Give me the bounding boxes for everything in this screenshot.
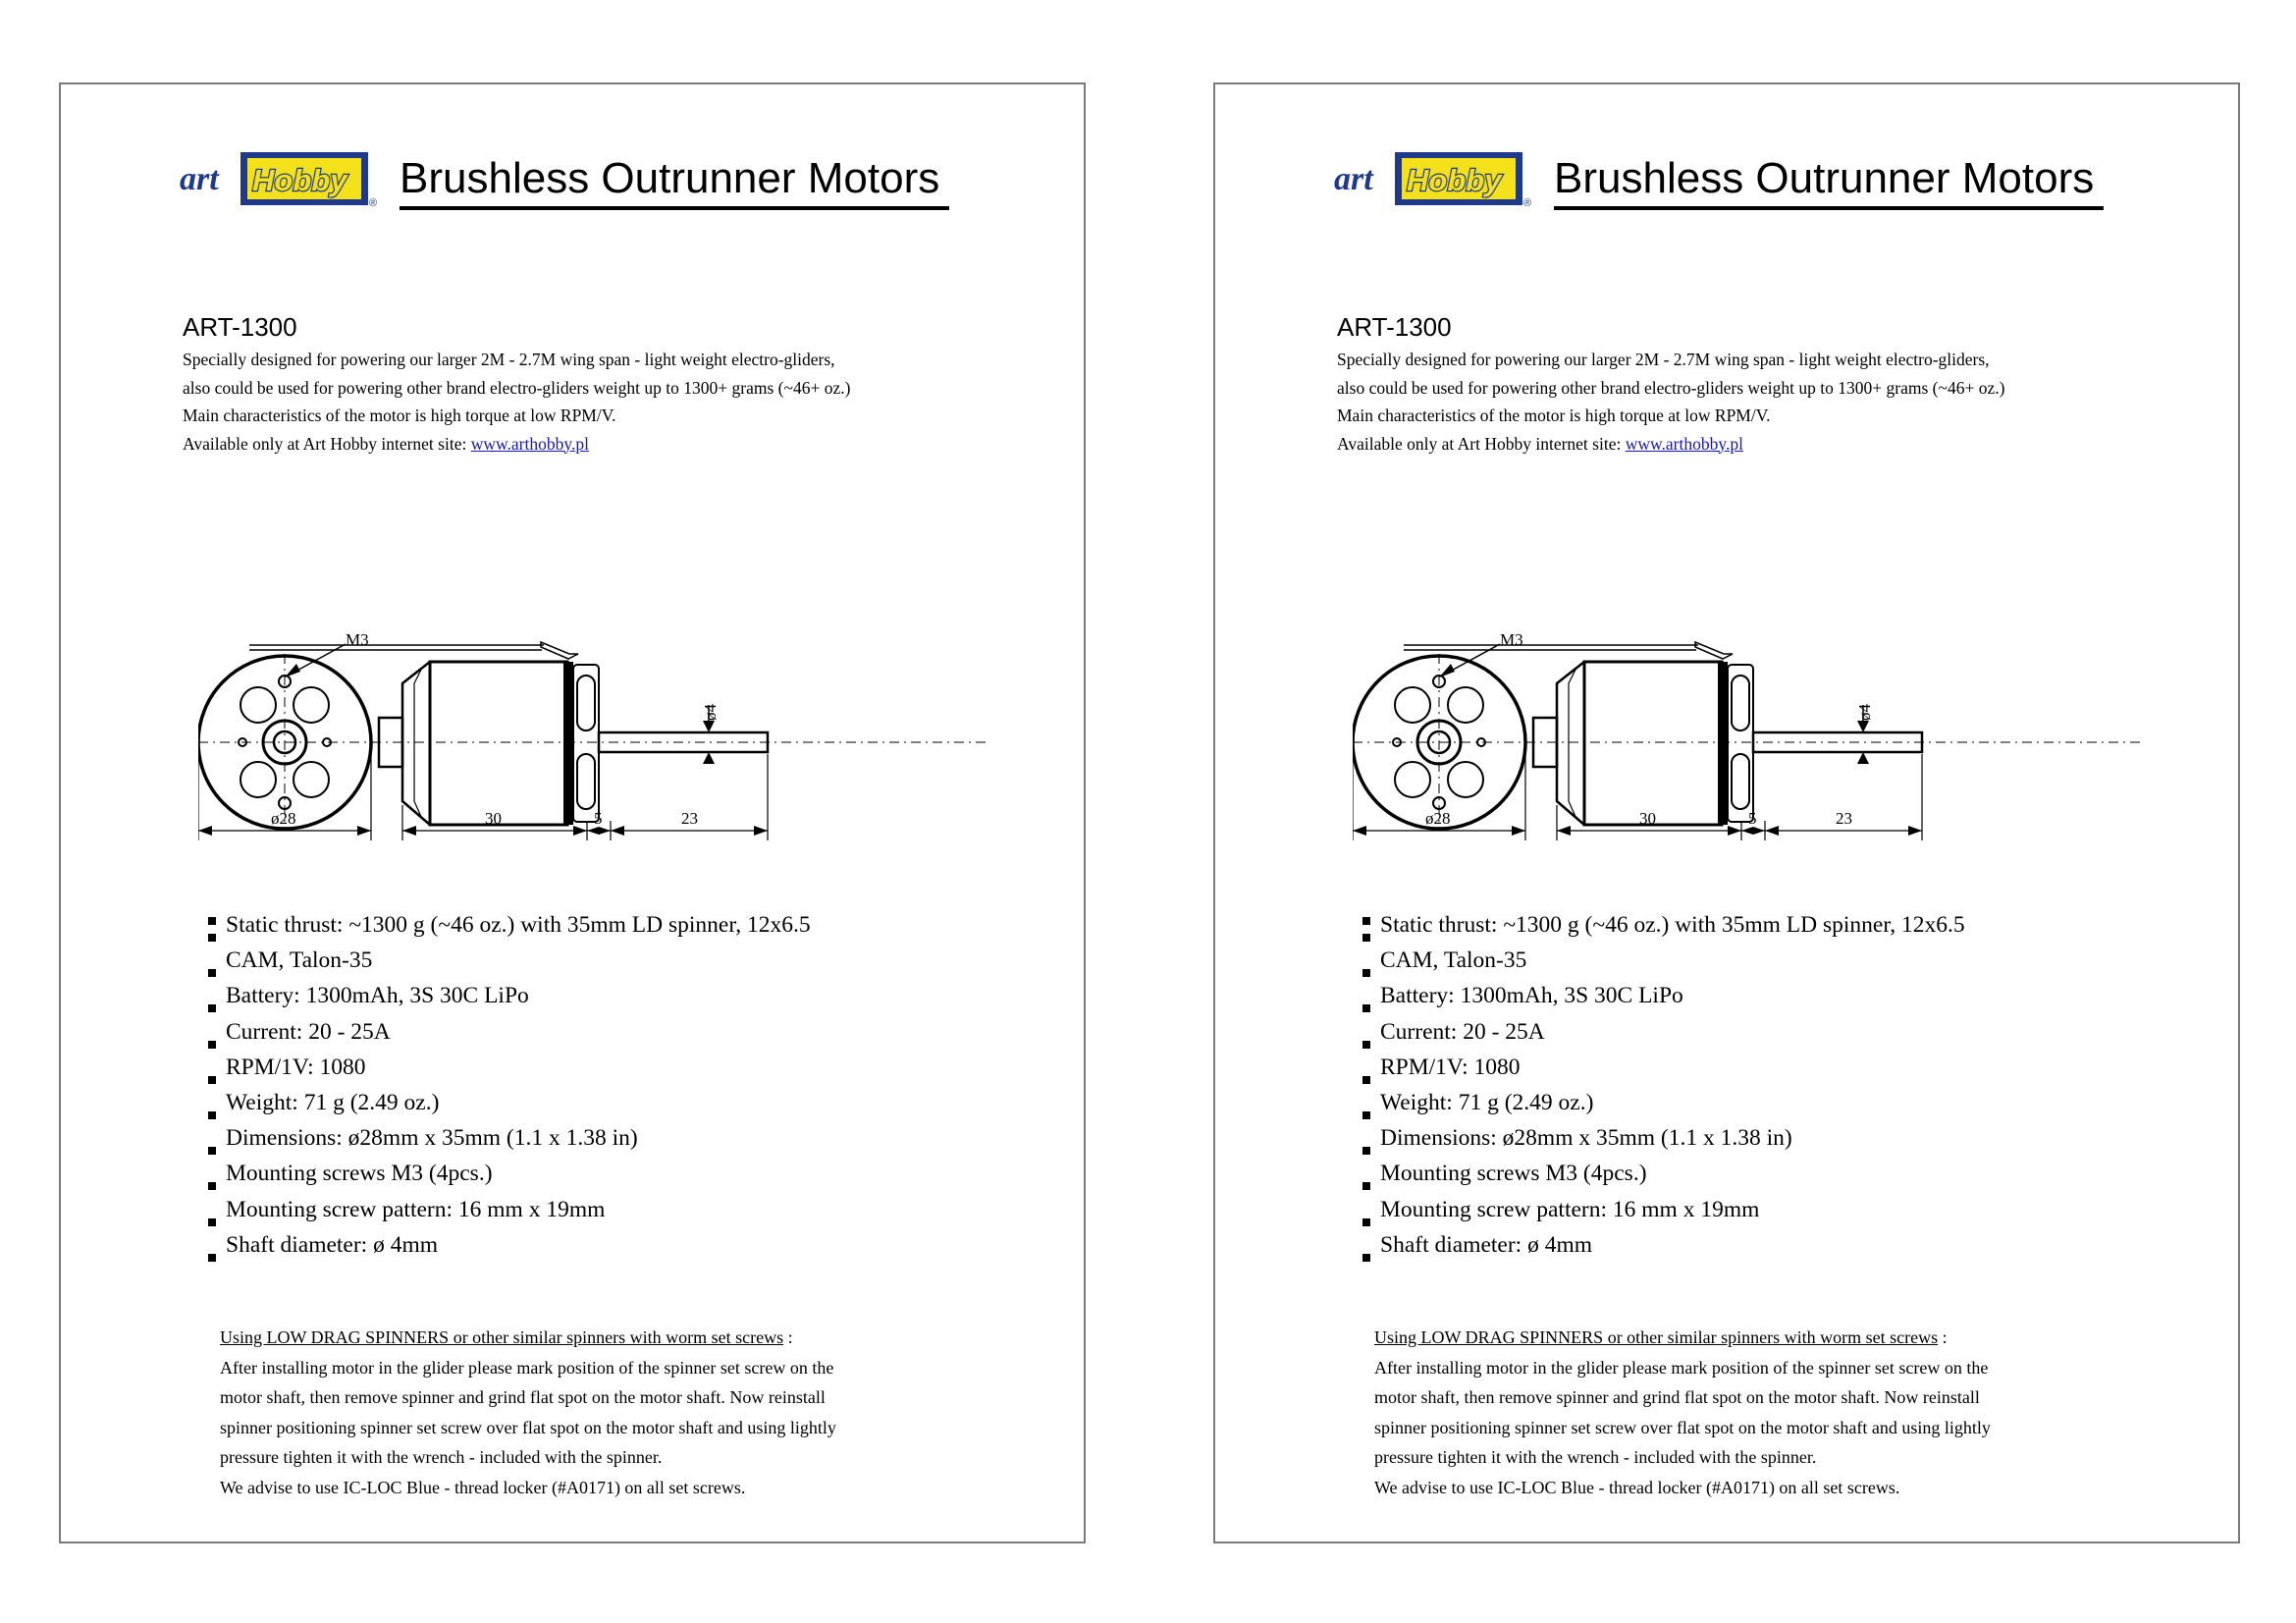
model-name: ART-1300 [1337,312,1452,342]
spec-text: CAM, Talon-35 [226,947,373,974]
motor-technical-drawing [198,536,1003,860]
shaft-length-dimension-label: 23 [681,809,698,828]
spec-text: Mounting screw pattern: 16 mm x 19mm [1380,1196,1760,1222]
art-hobby-logo [1334,149,1536,208]
website-link[interactable]: www.arthobby.pl [1625,433,1743,454]
motor-side-view [1404,642,1922,825]
spec-text: CAM, Talon-35 [1380,947,1527,974]
note-heading-line [220,1323,836,1353]
bullet-icon [1362,934,1370,942]
description [183,346,850,458]
spec-text: Shaft diameter: ø 4mm [226,1231,439,1258]
bullet-icon [1362,1182,1370,1190]
spec-text: Shaft diameter: ø 4mm [1380,1231,1593,1258]
spec-text: RPM/1V: 1080 [1380,1054,1521,1080]
body-length-dimension-label: 30 [485,809,502,828]
bullet-icon [208,1004,216,1012]
spec-text: Mounting screws M3 (4pcs.) [1380,1161,1647,1187]
note-line: motor shaft, then remove spinner and grind flat spot on the motor shaft. Now reinstall [220,1387,826,1407]
diameter-dimension-label: ø28 [1425,809,1451,828]
spec-text: Weight: 71 g (2.49 oz.) [226,1089,440,1115]
bullet-icon [208,1111,216,1119]
description-line: Main characteristics of the motor is high torque at low RPM/V. [183,406,616,425]
bullet-icon [1362,1004,1370,1012]
website-link[interactable]: www.arthobby.pl [470,433,589,454]
note-line: spinner positioning spinner set screw over flat spot on the motor shaft and using lightly [220,1417,836,1437]
bullet-icon [1362,1147,1370,1155]
logo-hobby-text: Hobby [252,163,347,197]
dimension-lines [1353,748,1922,840]
page-title: Brushless Outrunner Motors [1554,154,2095,202]
description-line: also could be used for powering other brand electro-gliders weight up to 1300+ grams (~46+ oz.) [1337,377,2005,398]
availability-line [183,430,850,459]
left-document-page [59,82,1086,1543]
logo-art-text: art [180,161,219,197]
spec-text: Current: 20 - 25A [1380,1018,1545,1045]
logo-hobby-text: Hobby [1407,163,1502,197]
note-line: spinner positioning spinner set screw over flat spot on the motor shaft and using lightly [1374,1417,1991,1437]
logo-art-text: art [1334,161,1373,197]
availability-text: Available only at Art Hobby internet site: [1337,433,1626,454]
spec-text: RPM/1V: 1080 [226,1054,366,1080]
dimension-lines [198,748,768,840]
motor-front-view [1353,630,1525,831]
spec-text: Dimensions: ø28mm x 35mm (1.1 x 1.38 in) [226,1125,638,1152]
shaft-length-dimension-label: 23 [1836,809,1852,828]
note-line: pressure tighten it with the wrench - included with the spinner. [1374,1447,1817,1467]
spinner-note [220,1323,836,1502]
availability-text: Available only at Art Hobby internet site: [183,433,471,454]
motor-side-view [249,642,768,825]
spec-text: Battery: 1300mAh, 3S 30C LiPo [1380,983,1683,1009]
gap-dimension-label: 5 [594,809,603,828]
bullet-icon [208,1218,216,1226]
bullet-icon [208,1147,216,1155]
bullet-icon [1362,969,1370,977]
bullet-icon [1362,1076,1370,1084]
bullet-icon [208,1254,216,1262]
description-line: Main characteristics of the motor is high torque at low RPM/V. [1337,406,1771,425]
logo-registered-mark: ® [1523,197,1532,208]
note-line: After installing motor in the glider please mark position of the spinner set screw on the [1374,1357,1989,1378]
note-heading: Using LOW DRAG SPINNERS or other similar spinners with worm set screws [1374,1327,1939,1347]
note-line: We advise to use IC-LOC Blue - thread locker (#A0171) on all set screws. [220,1477,746,1497]
motor-front-view [198,630,371,831]
note-line: After installing motor in the glider please mark position of the spinner set screw on the [220,1357,834,1378]
bullet-icon [208,1076,216,1084]
note-heading-suffix: : [783,1327,793,1347]
screw-size-label: M3 [1500,630,1523,649]
bullet-icon [208,1182,216,1190]
bullet-icon [1362,1218,1370,1226]
art-hobby-logo [180,149,382,208]
bullet-icon [208,969,216,977]
right-document-page [1213,82,2240,1543]
note-line: We advise to use IC-LOC Blue - thread locker (#A0171) on all set screws. [1374,1477,1900,1497]
spinner-note [1374,1323,1991,1502]
spec-text: Static thrust: ~1300 g (~46 oz.) with 35mm LD spinner, 12x6.5 [1380,912,1965,938]
diameter-dimension-label: ø28 [271,809,296,828]
bullet-icon [1362,917,1370,925]
description [1337,346,2004,458]
description-line: Specially designed for powering our larger 2M - 2.7M wing span - light weight electro-gliders, [183,350,835,369]
bullet-icon [208,934,216,942]
note-heading-suffix: : [1938,1327,1948,1347]
gap-dimension-label: 5 [1748,809,1757,828]
spec-text: Dimensions: ø28mm x 35mm (1.1 x 1.38 in) [1380,1125,1792,1152]
spec-text: Mounting screws M3 (4pcs.) [226,1161,493,1187]
title-underline [1554,206,2104,210]
note-line: pressure tighten it with the wrench - included with the spinner. [220,1447,663,1467]
bullet-icon [208,1041,216,1049]
note-heading: Using LOW DRAG SPINNERS or other similar spinners with worm set screws [220,1327,784,1347]
motor-technical-drawing [1353,536,2158,860]
bullet-icon [1362,1254,1370,1262]
shaft-diameter-label: ø4 [1855,704,1874,721]
title-underline [400,206,949,210]
spec-text: Battery: 1300mAh, 3S 30C LiPo [226,983,529,1009]
shaft-diameter-label: ø4 [701,704,720,721]
body-length-dimension-label: 30 [1639,809,1656,828]
note-heading-line [1374,1323,1991,1353]
spec-text: Weight: 71 g (2.49 oz.) [1380,1089,1594,1115]
spec-text: Mounting screw pattern: 16 mm x 19mm [226,1196,606,1222]
note-line: motor shaft, then remove spinner and grind flat spot on the motor shaft. Now reinstall [1374,1387,1980,1407]
bullet-icon [1362,1111,1370,1119]
bullet-icon [1362,1041,1370,1049]
logo-registered-mark: ® [369,197,378,208]
description-line: also could be used for powering other brand electro-gliders weight up to 1300+ grams (~46+ oz.) [183,377,851,398]
screw-size-label: M3 [346,630,369,649]
page-title: Brushless Outrunner Motors [400,154,940,202]
model-name: ART-1300 [183,312,297,342]
bullet-icon [208,917,216,925]
description-line: Specially designed for powering our larger 2M - 2.7M wing span - light weight electro-gliders, [1337,350,1990,369]
spec-text: Static thrust: ~1300 g (~46 oz.) with 35mm LD spinner, 12x6.5 [226,912,811,938]
availability-line [1337,430,2004,459]
spec-text: Current: 20 - 25A [226,1018,391,1045]
